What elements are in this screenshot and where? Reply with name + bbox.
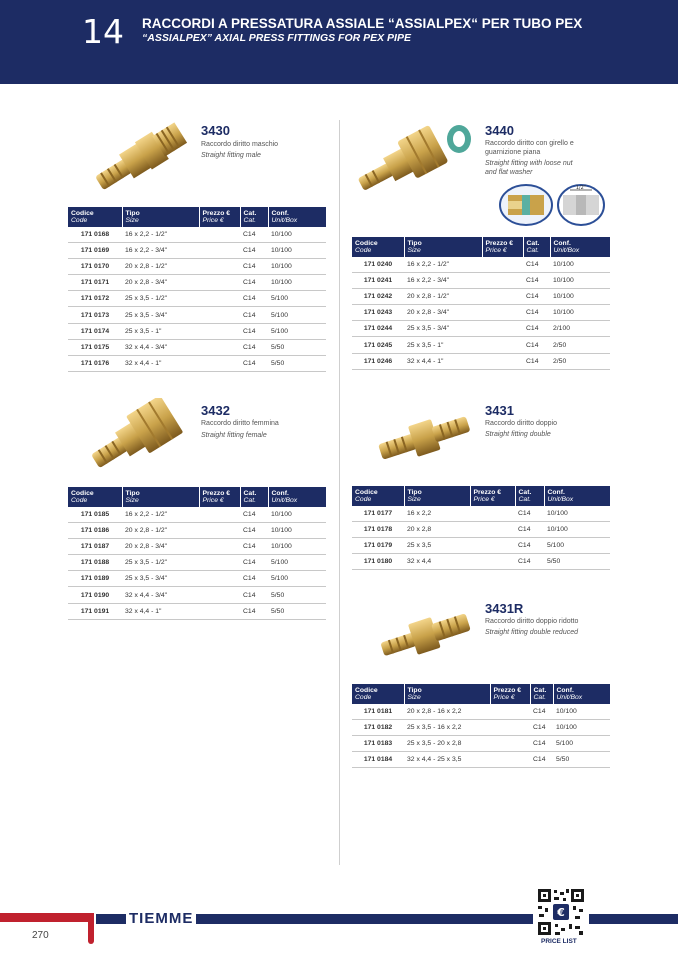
page-number: 270 <box>32 930 49 941</box>
product-code-cell: 171 0186 <box>68 523 122 539</box>
size-cell: 25 x 3,5 <box>404 538 470 554</box>
unit-box-cell: 10/100 <box>544 506 610 522</box>
product-code-cell: 171 0190 <box>68 587 122 603</box>
category-cell: C14 <box>530 736 553 752</box>
table-header-row <box>352 237 610 257</box>
unit-box-cell: 5/50 <box>268 587 326 603</box>
fitting-3432-image <box>84 398 188 472</box>
price-cell <box>482 289 523 305</box>
unit-box-cell: 10/100 <box>544 522 610 538</box>
product-code-cell: 171 0242 <box>352 289 404 305</box>
col-cat: Cat. Cat. <box>240 207 268 227</box>
product-code-cell: 171 0245 <box>352 337 404 353</box>
table-row <box>68 227 326 243</box>
product-table-3430 <box>68 207 326 372</box>
product-code-cell: 171 0182 <box>352 720 404 736</box>
product-code-3430: 3430 <box>201 123 230 138</box>
product-code-cell: 171 0176 <box>68 355 122 371</box>
price-list-label: PRICE LIST <box>541 938 577 945</box>
price-cell <box>199 323 240 339</box>
table-header-row <box>68 487 326 507</box>
product-desc-en-3431: Straight fitting double <box>485 431 551 438</box>
unit-box-cell: 2/50 <box>550 337 610 353</box>
table-row <box>352 289 610 305</box>
col-code: Codice Code <box>352 684 404 704</box>
product-desc-en-3430: Straight fitting male <box>201 152 261 159</box>
category-cell: C14 <box>515 506 544 522</box>
table-row <box>68 603 326 619</box>
size-cell: 20 x 2,8 - 3/4" <box>404 305 482 321</box>
category-cell: C14 <box>523 353 550 369</box>
thread-detail-image <box>556 183 606 227</box>
col-price: Prezzo € Price € <box>490 684 530 704</box>
price-cell <box>199 539 240 555</box>
product-desc-en-3440-line2: and flat washer <box>485 169 533 176</box>
price-cell <box>482 321 523 337</box>
size-cell: 32 x 4,4 - 1" <box>122 603 199 619</box>
unit-box-cell: 5/50 <box>553 752 610 768</box>
price-cell <box>470 554 515 570</box>
unit-box-cell: 10/100 <box>550 257 610 273</box>
price-cell <box>490 704 530 720</box>
product-desc-en-3432: Straight fitting female <box>201 432 267 439</box>
size-cell: 20 x 2,8 - 3/4" <box>122 539 199 555</box>
col-cat: Cat. Cat. <box>240 487 268 507</box>
euro-icon: € <box>557 906 565 919</box>
qr-code-icon <box>533 886 589 938</box>
col-price: Prezzo € Price € <box>199 487 240 507</box>
category-cell: C14 <box>240 307 268 323</box>
product-code-cell: 171 0178 <box>352 522 404 538</box>
price-cell <box>199 243 240 259</box>
category-cell: C14 <box>515 554 544 570</box>
table-row <box>68 571 326 587</box>
page-header <box>0 0 678 84</box>
product-desc-it-3431R: Raccordo diritto doppio ridotto <box>485 618 579 625</box>
size-cell: 32 x 4,4 - 3/4" <box>122 339 199 355</box>
brand-logo: TIEMME <box>126 910 196 927</box>
size-cell: 20 x 2,8 - 16 x 2,2 <box>404 704 490 720</box>
table-row <box>352 538 610 554</box>
product-code-cell: 171 0246 <box>352 353 404 369</box>
category-cell: C14 <box>240 339 268 355</box>
unit-box-cell: 10/100 <box>553 720 610 736</box>
table-row <box>352 506 610 522</box>
unit-box-cell: 5/100 <box>268 571 326 587</box>
col-size: Tipo Size <box>122 207 199 227</box>
col-box: Conf. Unit/Box <box>268 207 326 227</box>
price-list-qr[interactable] <box>533 886 589 946</box>
unit-box-cell: 10/100 <box>268 523 326 539</box>
price-cell <box>470 538 515 554</box>
product-code-cell: 171 0184 <box>352 752 404 768</box>
chapter-number: 14 <box>82 12 124 51</box>
thread-size-label: 1/2" <box>575 185 587 191</box>
product-code-cell: 171 0169 <box>68 243 122 259</box>
size-cell: 20 x 2,8 - 1/2" <box>122 523 199 539</box>
size-cell: 16 x 2,2 - 1/2" <box>122 227 199 243</box>
col-size: Tipo Size <box>404 684 490 704</box>
product-code-cell: 171 0170 <box>68 259 122 275</box>
unit-box-cell: 5/100 <box>268 307 326 323</box>
product-code-cell: 171 0183 <box>352 736 404 752</box>
category-cell: C14 <box>523 273 550 289</box>
col-price: Prezzo € Price € <box>199 207 240 227</box>
table-row <box>352 321 610 337</box>
table-row <box>68 523 326 539</box>
price-cell <box>199 291 240 307</box>
unit-box-cell: 10/100 <box>553 704 610 720</box>
table-row <box>352 704 610 720</box>
category-cell: C14 <box>240 571 268 587</box>
category-cell: C14 <box>515 522 544 538</box>
price-cell <box>482 337 523 353</box>
price-cell <box>490 752 530 768</box>
price-cell <box>199 355 240 371</box>
price-cell <box>199 307 240 323</box>
table-row <box>352 305 610 321</box>
size-cell: 32 x 4,4 <box>404 554 470 570</box>
size-cell: 25 x 3,5 - 3/4" <box>122 571 199 587</box>
price-cell <box>470 506 515 522</box>
unit-box-cell: 5/50 <box>268 339 326 355</box>
category-cell: C14 <box>240 603 268 619</box>
unit-box-cell: 10/100 <box>268 275 326 291</box>
col-size: Tipo Size <box>122 487 199 507</box>
category-cell: C14 <box>240 355 268 371</box>
col-box: Conf. Unit/Box <box>553 684 610 704</box>
category-cell: C14 <box>240 587 268 603</box>
price-cell <box>199 259 240 275</box>
product-desc-it-3432: Raccordo diritto femmina <box>201 420 279 427</box>
product-code-cell: 171 0171 <box>68 275 122 291</box>
product-code-cell: 171 0188 <box>68 555 122 571</box>
product-desc-it-3431: Raccordo diritto doppio <box>485 420 557 427</box>
price-cell <box>199 603 240 619</box>
size-cell: 20 x 2,8 - 3/4" <box>122 275 199 291</box>
unit-box-cell: 5/100 <box>544 538 610 554</box>
fitting-3431R-image <box>372 600 476 670</box>
unit-box-cell: 10/100 <box>268 243 326 259</box>
price-cell <box>482 305 523 321</box>
product-table-3431R <box>352 684 610 768</box>
fitting-3431-image <box>372 402 476 472</box>
size-cell: 25 x 3,5 - 3/4" <box>404 321 482 337</box>
product-code-3440: 3440 <box>485 123 514 138</box>
size-cell: 20 x 2,8 - 1/2" <box>122 259 199 275</box>
size-cell: 32 x 4,4 - 3/4" <box>122 587 199 603</box>
col-size: Tipo Size <box>404 237 482 257</box>
unit-box-cell: 2/100 <box>550 321 610 337</box>
product-code-cell: 171 0175 <box>68 339 122 355</box>
product-code-cell: 171 0180 <box>352 554 404 570</box>
product-table-3432 <box>68 487 326 620</box>
col-price: Prezzo € Price € <box>482 237 523 257</box>
product-code-cell: 171 0187 <box>68 539 122 555</box>
size-cell: 25 x 3,5 - 16 x 2,2 <box>404 720 490 736</box>
price-cell <box>199 523 240 539</box>
unit-box-cell: 5/100 <box>553 736 610 752</box>
category-cell: C14 <box>530 752 553 768</box>
footer-red-bar <box>0 913 92 922</box>
table-row <box>352 736 610 752</box>
page-title-it: RACCORDI A PRESSATURA ASSIALE “ASSIALPEX“ PER TUBO PEX <box>142 16 583 31</box>
unit-box-cell: 10/100 <box>550 273 610 289</box>
size-cell: 25 x 3,5 - 20 x 2,8 <box>404 736 490 752</box>
col-cat: Cat. Cat. <box>530 684 553 704</box>
size-cell: 20 x 2,8 - 1/2" <box>404 289 482 305</box>
table-row <box>68 259 326 275</box>
unit-box-cell: 10/100 <box>268 259 326 275</box>
fitting-3430-image <box>88 122 193 194</box>
col-cat: Cat. Cat. <box>523 237 550 257</box>
price-cell <box>482 353 523 369</box>
product-table-3440 <box>352 237 610 370</box>
product-code-3431: 3431 <box>485 403 514 418</box>
size-cell: 16 x 2,2 - 1/2" <box>122 507 199 523</box>
price-cell <box>490 720 530 736</box>
table-header-row <box>68 207 326 227</box>
product-desc-it-3430: Raccordo diritto maschio <box>201 141 279 148</box>
category-cell: C14 <box>515 538 544 554</box>
table-row <box>352 337 610 353</box>
table-row <box>68 507 326 523</box>
category-cell: C14 <box>240 507 268 523</box>
table-row <box>68 555 326 571</box>
col-code: Codice Code <box>68 207 122 227</box>
col-box: Conf. Unit/Box <box>550 237 610 257</box>
table-row <box>68 243 326 259</box>
size-cell: 25 x 3,5 - 1" <box>122 323 199 339</box>
size-cell: 20 x 2,8 <box>404 522 470 538</box>
category-cell: C14 <box>240 275 268 291</box>
product-desc-en-3440-line1: Straight fitting with loose nut <box>485 160 573 167</box>
col-size: Tipo Size <box>404 486 470 506</box>
product-code-cell: 171 0179 <box>352 538 404 554</box>
product-code-cell: 171 0177 <box>352 506 404 522</box>
table-row <box>68 587 326 603</box>
product-code-cell: 171 0173 <box>68 307 122 323</box>
col-code: Codice Code <box>68 487 122 507</box>
size-cell: 25 x 3,5 - 1/2" <box>122 555 199 571</box>
size-cell: 25 x 3,5 - 3/4" <box>122 307 199 323</box>
unit-box-cell: 10/100 <box>268 539 326 555</box>
product-code-cell: 171 0244 <box>352 321 404 337</box>
price-cell <box>199 555 240 571</box>
unit-box-cell: 10/100 <box>268 227 326 243</box>
product-code-cell: 171 0243 <box>352 305 404 321</box>
size-cell: 16 x 2,2 - 3/4" <box>404 273 482 289</box>
product-code-cell: 171 0189 <box>68 571 122 587</box>
category-cell: C14 <box>240 243 268 259</box>
table-header-row <box>352 684 610 704</box>
washer-detail-image <box>498 183 554 227</box>
table-row <box>352 353 610 369</box>
price-cell <box>470 522 515 538</box>
unit-box-cell: 2/50 <box>550 353 610 369</box>
product-code-cell: 171 0174 <box>68 323 122 339</box>
product-code-cell: 171 0168 <box>68 227 122 243</box>
table-row <box>68 539 326 555</box>
col-box: Conf. Unit/Box <box>268 487 326 507</box>
price-cell <box>199 587 240 603</box>
product-table-3431 <box>352 486 610 570</box>
fitting-3440-image <box>352 124 476 194</box>
size-cell: 16 x 2,2 - 1/2" <box>404 257 482 273</box>
table-row <box>68 291 326 307</box>
product-code-cell: 171 0191 <box>68 603 122 619</box>
category-cell: C14 <box>240 323 268 339</box>
product-desc-en-3431R: Straight fitting double reduced <box>485 629 579 636</box>
category-cell: C14 <box>240 259 268 275</box>
price-cell <box>199 275 240 291</box>
unit-box-cell: 5/100 <box>268 323 326 339</box>
table-row <box>68 323 326 339</box>
category-cell: C14 <box>523 257 550 273</box>
size-cell: 16 x 2,2 - 3/4" <box>122 243 199 259</box>
size-cell: 16 x 2,2 <box>404 506 470 522</box>
page-title-en: “ASSIALPEX” AXIAL PRESS FITTINGS FOR PEX PIPE <box>142 32 411 44</box>
col-code: Codice Code <box>352 237 404 257</box>
col-cat: Cat. Cat. <box>515 486 544 506</box>
size-cell: 25 x 3,5 - 1/2" <box>122 291 199 307</box>
category-cell: C14 <box>523 321 550 337</box>
price-cell <box>490 736 530 752</box>
product-desc-it-3440-line2: guarnizione piana <box>485 149 541 156</box>
product-code-cell: 171 0185 <box>68 507 122 523</box>
table-row <box>68 307 326 323</box>
col-box: Conf. Unit/Box <box>544 486 610 506</box>
unit-box-cell: 5/50 <box>268 355 326 371</box>
table-row <box>352 273 610 289</box>
col-code: Codice Code <box>352 486 404 506</box>
table-row <box>352 720 610 736</box>
size-cell: 32 x 4,4 - 1" <box>122 355 199 371</box>
size-cell: 32 x 4,4 - 1" <box>404 353 482 369</box>
unit-box-cell: 5/100 <box>268 555 326 571</box>
product-code-cell: 171 0241 <box>352 273 404 289</box>
unit-box-cell: 10/100 <box>268 507 326 523</box>
price-cell <box>482 273 523 289</box>
unit-box-cell: 5/50 <box>268 603 326 619</box>
category-cell: C14 <box>523 337 550 353</box>
size-cell: 32 x 4,4 - 25 x 3,5 <box>404 752 490 768</box>
product-code-cell: 171 0172 <box>68 291 122 307</box>
table-row <box>68 275 326 291</box>
price-cell <box>199 339 240 355</box>
price-cell <box>199 571 240 587</box>
column-divider <box>339 120 340 865</box>
category-cell: C14 <box>240 539 268 555</box>
price-cell <box>482 257 523 273</box>
unit-box-cell: 10/100 <box>550 305 610 321</box>
category-cell: C14 <box>523 289 550 305</box>
product-code-cell: 171 0240 <box>352 257 404 273</box>
category-cell: C14 <box>523 305 550 321</box>
price-cell <box>199 227 240 243</box>
table-row <box>68 339 326 355</box>
category-cell: C14 <box>240 291 268 307</box>
table-row <box>352 554 610 570</box>
category-cell: C14 <box>240 555 268 571</box>
table-row <box>352 752 610 768</box>
size-cell: 25 x 3,5 - 1" <box>404 337 482 353</box>
product-code-3432: 3432 <box>201 403 230 418</box>
category-cell: C14 <box>240 227 268 243</box>
product-code-3431R: 3431R <box>485 601 524 616</box>
price-cell <box>199 507 240 523</box>
category-cell: C14 <box>530 704 553 720</box>
category-cell: C14 <box>530 720 553 736</box>
table-row <box>352 257 610 273</box>
col-price: Prezzo € Price € <box>470 486 515 506</box>
unit-box-cell: 5/100 <box>268 291 326 307</box>
unit-box-cell: 5/50 <box>544 554 610 570</box>
product-desc-it-3440-line1: Raccordo diritto con girello e <box>485 140 574 147</box>
table-header-row <box>352 486 610 506</box>
unit-box-cell: 10/100 <box>550 289 610 305</box>
category-cell: C14 <box>240 523 268 539</box>
table-row <box>68 355 326 371</box>
table-row <box>352 522 610 538</box>
product-code-cell: 171 0181 <box>352 704 404 720</box>
